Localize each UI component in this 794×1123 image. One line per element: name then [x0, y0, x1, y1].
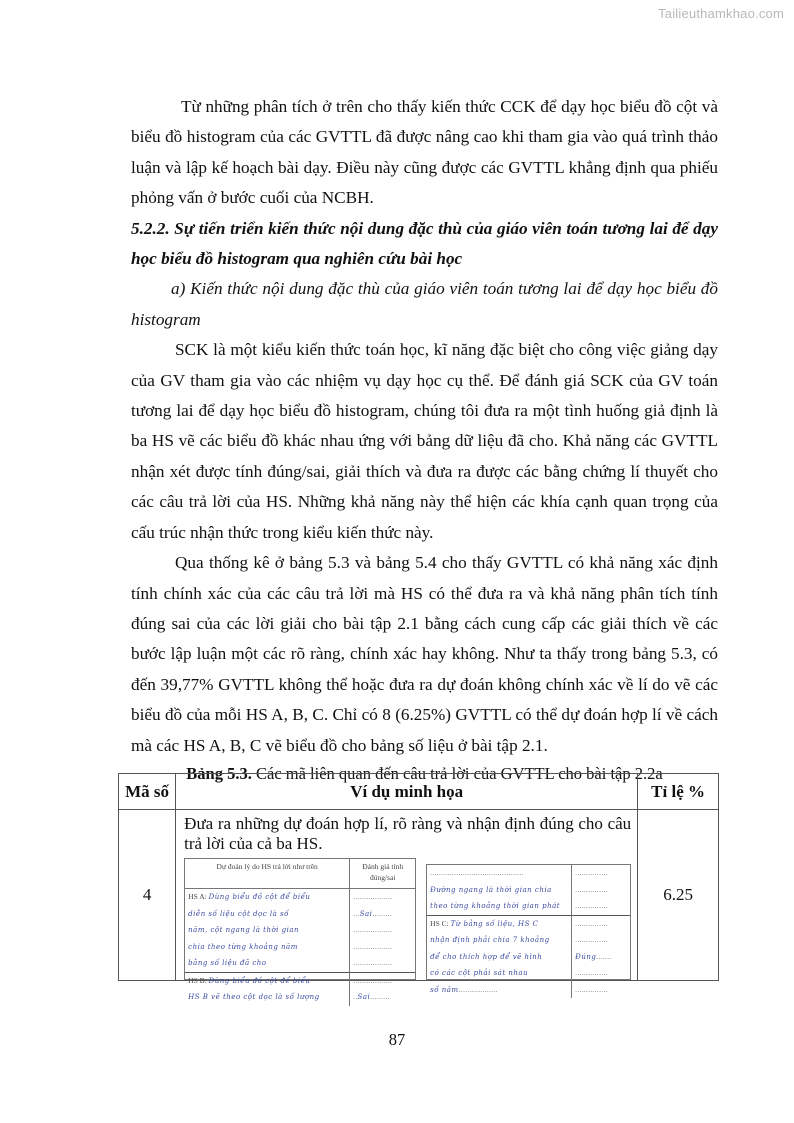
scan-header-evaluation: Đánh giá tính đúng/sai: [350, 859, 415, 889]
watermark: Tailieuthamkhao.com: [658, 6, 784, 21]
handwriting: Dùng biểu đồ cột để biểu: [208, 976, 311, 985]
handwriting: Từ bảng số liệu, HS C: [450, 919, 539, 928]
handwriting: bằng số liệu đã cho: [188, 959, 267, 967]
scan-header-prediction: Dự đoán lý do HS trả lời như trên: [185, 859, 350, 889]
hs-c-label: HS C:: [430, 918, 449, 928]
cell-code: 4: [119, 810, 176, 981]
handwriting: số năm: [430, 985, 459, 994]
subsection-heading: a) Kiến thức nội dung đặc thù của giáo viên toán tương lai để dạy học biểu đồ histogram: [131, 279, 718, 329]
cell-example: [176, 810, 638, 1001]
handwriting: có các cột phải sát nhau: [430, 969, 529, 977]
hs-b-evaluation: Sai: [357, 993, 371, 1001]
handwriting: diễn số liệu cột dọc là số: [188, 909, 289, 918]
handwriting: theo từng khoảng thời gian phát: [430, 902, 561, 910]
paragraph-sck: SCK là một kiểu kiến thức toán học, kĩ năng đặc biệt cho công việc giảng dạy của GV tham gia vào các nhiệm vụ dạy học cụ thể. Để đánh giá SCK của GV toán tương lai để dạy học biểu đồ histogram, chúng tôi đưa ra một tình huống giả định là ba HS vẽ các biểu đồ khác nhau ứng với bảng dữ liệu đã cho. Khả năng các GVTTL nhận xét được tính đúng/sai, giải thích và đưa ra được các bằng chứng lí thuyết cho các câu trả lời của HS. Những khả năng này thể hiện các khía cạnh quan trọng của cấu trúc nhận thức trong kiểu kiến thức này.: [131, 340, 718, 542]
scan-image-left: Dự đoán lý do HS trả lời như trên Đánh giá tính đúng/sai HS A: Dùng biểu đồ cột để biểu .................. diễn số liệu cột dọc là số ...Sai......... năm, cột ngang là thời gian .................. chia theo từng khoảng năm .................. bằng số liệu đã cho .................. HS B: Dùng biểu đồ cột để biểu .................. HS B vẽ theo cột dọc là số lượng ..Sai.........: [184, 858, 416, 980]
example-text: Đưa ra những dự đoán hợp lí, rõ ràng và nhận định đúng cho câu trả lời của cả ba HS.: [184, 814, 632, 853]
codes-table: [118, 773, 719, 1001]
scan-image-right: ........................................... ............... Đường ngang là thời gian chia ............... theo từng khoảng thời gian phát ............... HS C: Từ bảng số liệu, HS C ............... nhận định phải chia 7 khoảng ............... để cho thích hợp để vẽ hình Đúng....... có các cột phải sát nhau ............... số năm.................. ...............: [426, 864, 631, 980]
cell-rate: 6.25: [638, 810, 719, 981]
hs-c-evaluation: Đúng: [575, 952, 597, 961]
hs-a-label: HS A:: [188, 892, 207, 901]
section-heading: 5.2.2. Sự tiến triển kiến thức nội dung đặc thù của giáo viên toán tương lai để dạy học biểu đồ histogram qua nghiên cứu bài học: [131, 218, 718, 269]
handwriting: Dùng biểu đồ cột để biểu: [208, 893, 311, 901]
handwriting: nhận định phải chia 7 khoảng: [430, 936, 550, 944]
header-example: Ví dụ minh họa: [176, 774, 638, 810]
paragraph-intro: Từ những phân tích ở trên cho thấy kiến thức CCK để dạy học biểu đồ cột và biểu đồ histogram của các GVTTL đã được nâng cao khi tham gia vào quá trình thảo luận và lập kế hoạch bài dạy. Điều này cũng được các GVTTL khẳng định qua phiếu phỏng vấn ở bước cuối của NCBH.: [131, 97, 718, 208]
table-header-row: [119, 774, 719, 810]
paragraph-statistics: Qua thống kê ở bảng 5.3 và bảng 5.4 cho thấy GVTTL có khả năng xác định tính chính xác của các câu trả lời mà HS có thể đưa ra và khả năng phân tích tính đúng sai của các lời giải cho bài tập 2.1 bằng cách cung cấp các giải thích về các bước lập luận một các rõ ràng, chính xác hay không. Như ta thấy trong bảng 5.3, có đến 39,77% GVTTL không thể hoặc đưa ra dự đoán không chính xác về lí do vẽ các biểu đồ của mỗi HS A, B, C. Chỉ có 8 (6.25%) GVTTL có thể dự đoán hợp lí về cách mà các HS A, B, C vẽ biểu đồ cho bảng số liệu ở bài tập 2.1.: [131, 553, 718, 755]
table-caption-text: Các mã liên quan đến câu trả lời của GVTTL cho bài tập 2.2a: [251, 763, 663, 783]
handwriting: HS B vẽ theo cột dọc là số lượng: [188, 993, 320, 1001]
handwriting: để cho thích hợp để vẽ hình: [430, 952, 543, 961]
scanned-answer-images: [184, 858, 631, 1001]
page-number: 87: [388, 1030, 406, 1049]
handwriting: chia theo từng khoảng năm: [188, 942, 298, 951]
hs-a-evaluation: Sai: [359, 909, 373, 918]
header-rate: Tỉ lệ %: [638, 774, 719, 810]
handwriting: năm, cột ngang là thời gian: [188, 926, 300, 934]
handwriting: Đường ngang là thời gian chia: [430, 885, 552, 894]
hs-b-label: HS B:: [188, 975, 207, 985]
page-body: [131, 92, 718, 785]
header-code: Mã số: [119, 774, 176, 810]
table-row: [119, 810, 719, 981]
table-caption-label: Bảng 5.3.: [186, 763, 252, 783]
